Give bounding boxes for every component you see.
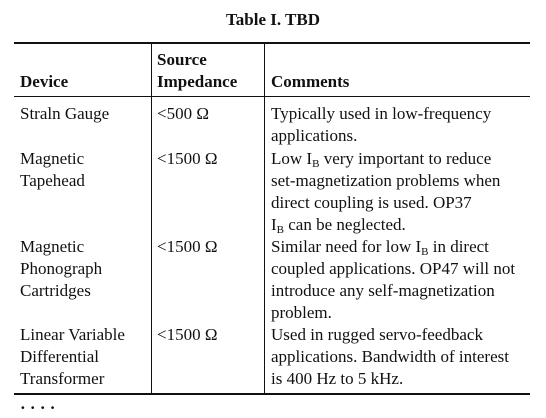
row-1-device-line: Straln Gauge <box>20 104 110 123</box>
row-3-comment-line: introduce any self-magnetization <box>271 281 495 300</box>
row-1-device <box>20 103 109 125</box>
row-3-comment-line: Similar need for low $I_B$ in direct <box>271 237 489 258</box>
table-bottom-rule <box>14 393 530 395</box>
row-1-comment-line: applications. <box>271 126 358 145</box>
row-2-comment-line: $I_B$ can be neglected. <box>271 215 406 236</box>
row-4-comment-line: Used in rugged servo-feedback <box>271 325 483 344</box>
row-3-comment-line: coupled applications. OP47 will not <box>271 259 516 278</box>
header-comments: Comments <box>271 72 350 91</box>
subscript-b: B <box>312 158 320 170</box>
row-4-comment-line: applications. Bandwidth of interest <box>271 347 509 366</box>
row-2-device <box>20 148 85 192</box>
row-4-device-line: Differential <box>20 347 99 366</box>
header-source: Source <box>157 50 207 69</box>
row-3-device-line: Cartridges <box>20 281 91 300</box>
row-3-device-line: Magnetic <box>20 237 85 256</box>
header-device: Device <box>20 72 69 91</box>
row-4-device-line: Transformer <box>20 369 105 388</box>
table-top-rule <box>14 42 530 44</box>
row-2-comment-line: set-magnetization problems when <box>271 171 501 190</box>
cutoff-text: · · · · <box>20 398 56 417</box>
subscript-b: B <box>276 224 285 236</box>
row-4-device <box>20 324 125 390</box>
column-divider-1 <box>151 42 152 395</box>
row-1-comment-line: Typically used in low-frequency <box>271 104 492 123</box>
row-1-impedance: <500 Ω <box>157 104 209 123</box>
row-4-comments <box>271 324 509 390</box>
row-4-device-line: Linear Variable <box>20 325 125 344</box>
header-impedance: Impedance <box>157 72 238 91</box>
row-3-device-line: Phonograph <box>20 259 103 278</box>
table-header-rule <box>14 96 530 97</box>
table-caption: Table I. TBD <box>225 10 320 29</box>
row-3-device <box>20 236 102 302</box>
row-1-comments <box>271 103 491 147</box>
row-2-comment-line: Low $I_B$ very important to reduce <box>271 149 492 170</box>
row-3-impedance: <1500 Ω <box>157 237 218 256</box>
row-2-comment-line: direct coupling is used. OP37 <box>271 193 472 212</box>
row-4-impedance: <1500 Ω <box>157 325 218 344</box>
row-4-comment-line: is 400 Hz to 5 kHz. <box>271 369 404 388</box>
row-2-device-line: Tapehead <box>20 171 85 190</box>
column-divider-2 <box>264 42 265 395</box>
row-2-device-line: Magnetic <box>20 149 85 168</box>
row-3-comments <box>271 236 515 324</box>
row-2-comments <box>271 148 500 236</box>
row-2-impedance: <1500 Ω <box>157 149 218 168</box>
row-3-comment-line: problem. <box>271 303 332 322</box>
subscript-b: B <box>421 246 429 258</box>
